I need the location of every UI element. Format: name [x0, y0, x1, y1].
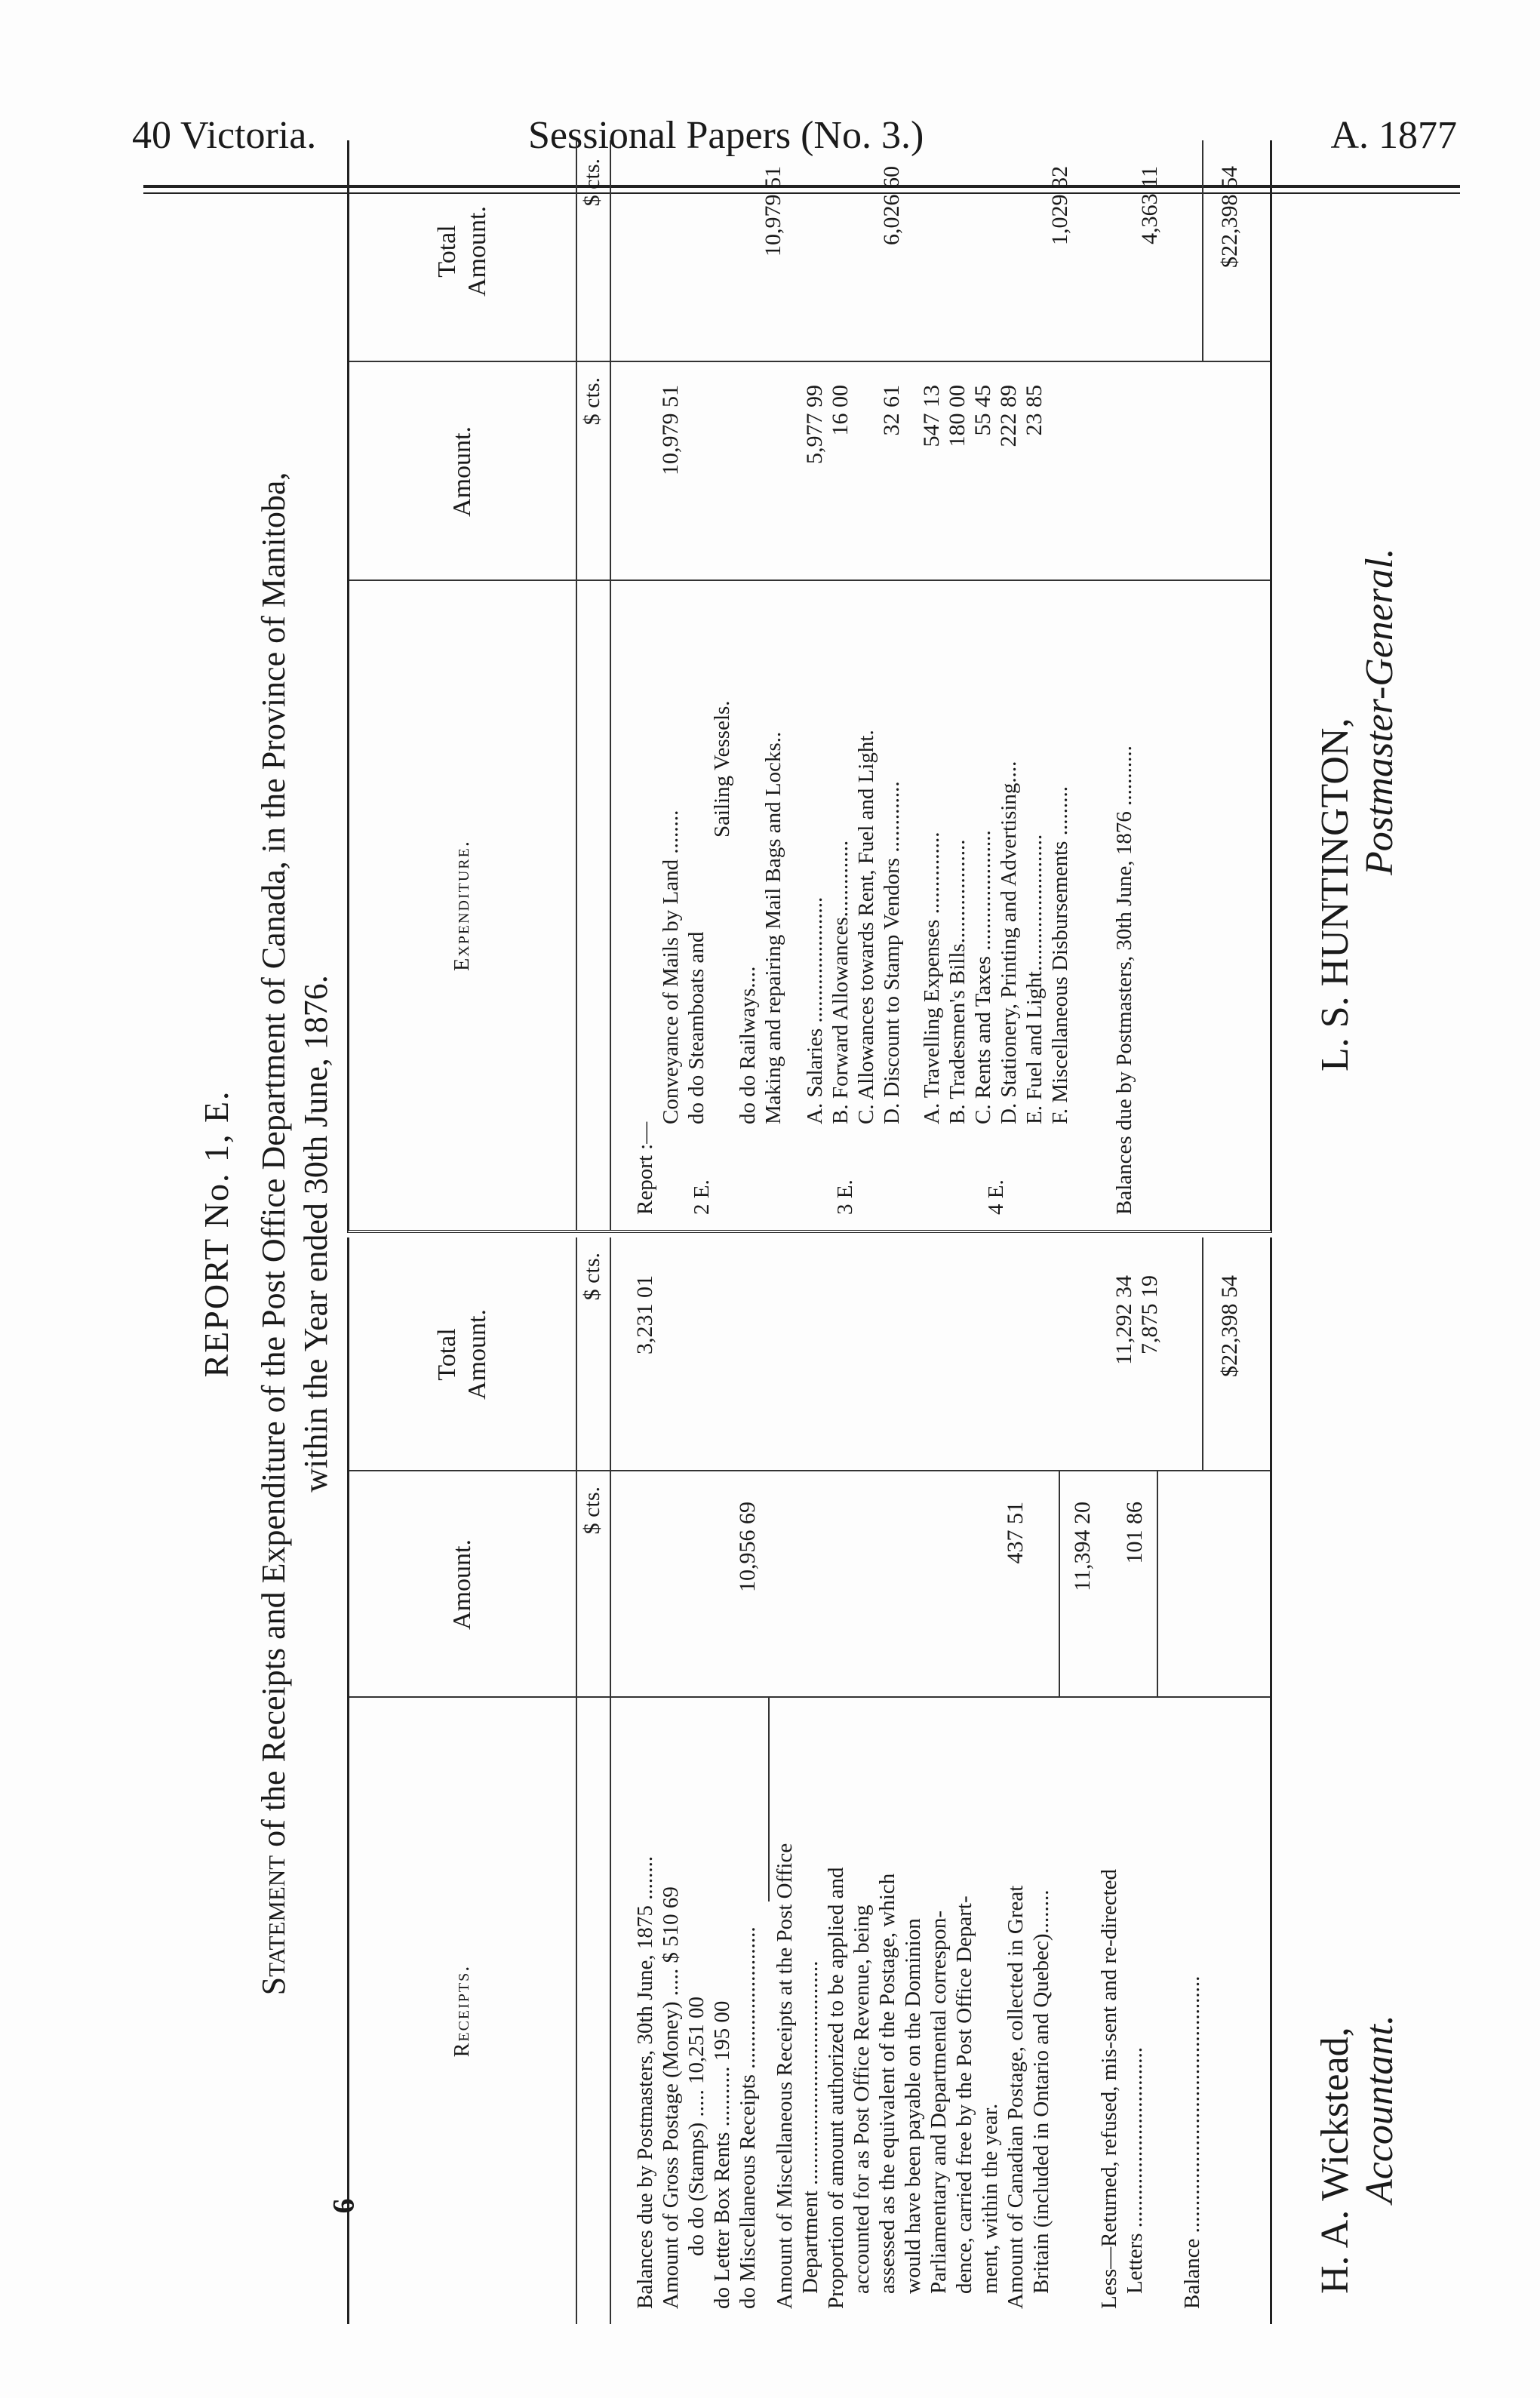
postmaster-general-title: Postmaster-General.	[1358, 548, 1401, 875]
expenditure-amount: 5,977 99	[802, 385, 827, 464]
expenditure-row: E. Fuel and Light.........................	[1022, 834, 1047, 1124]
expenditure-amount: 16 00	[828, 385, 853, 436]
receipt-row: assessed as the equivalent of the Postage, which	[875, 1873, 899, 2294]
receipt-amount: 101 86	[1122, 1502, 1147, 1564]
expenditure-row: Sailing Vessels.	[710, 700, 734, 838]
expenditure-heading: Expenditure.	[450, 840, 474, 971]
receipts-heading: Receipts.	[450, 1964, 474, 2058]
header-year: A. 1877	[1330, 114, 1457, 157]
receipt-total: 11,292 34	[1111, 1275, 1136, 1365]
signature-accountant	[1313, 2015, 1402, 2294]
expenditure-group-label: 3 E.	[833, 1179, 857, 1215]
expenditure-row: F. Miscellaneous Disbursements .........	[1048, 786, 1072, 1124]
receipt-row: do do (Stamps) ..... 10,251 00	[684, 1997, 709, 2256]
receipts-amount-units: $ cts.	[579, 1486, 604, 1535]
expenditure-grand-total: $22,398 54	[1217, 166, 1242, 268]
expenditure-amount: 23 85	[1022, 385, 1047, 436]
expenditure-row: C. Rents and Taxes ......................	[971, 830, 995, 1124]
accountant-title: Accountant.	[1358, 2015, 1401, 2203]
expenditure-amount: 222 89	[996, 385, 1021, 447]
receipt-total: 3,231 01	[632, 1275, 657, 1354]
page-number: 6	[326, 2198, 361, 2214]
expenditure-row: A. Salaries .......................	[803, 896, 827, 1124]
report-title: REPORT No. 1, E.	[197, 1090, 235, 1378]
expenditure-amount: 55 45	[970, 385, 995, 436]
expenditure-amount: 180 00	[945, 385, 970, 447]
receipt-row: Parliamentary and Departmental correspon-	[927, 1910, 951, 2294]
expenditure-amount-heading: Amount.	[448, 426, 476, 517]
accountant-name: H. A. Wickstead,	[1314, 2027, 1357, 2294]
expenditure-row: do do Steamboats and	[684, 931, 709, 1124]
receipt-row: dence, carried free by the Post Office Depart-	[952, 1895, 976, 2294]
expenditure-amount: 547 13	[919, 385, 944, 447]
signature-postmaster-general	[1313, 548, 1402, 1071]
receipt-amount: 437 51	[1003, 1502, 1028, 1564]
statement-line2: within the Year ended 30th June, 1876.	[297, 975, 334, 1493]
receipt-row: Balance ...............................................	[1180, 1975, 1204, 2309]
receipt-total: 7,875 19	[1137, 1275, 1162, 1354]
receipt-row: Balances due by Postmasters, 30th June, 1875 ........	[633, 1855, 657, 2309]
expenditure-total-units: $ cts.	[579, 158, 604, 207]
receipt-amount: 10,956 69	[735, 1502, 760, 1592]
expenditure-amount-units: $ cts.	[579, 377, 604, 426]
receipt-row: do Miscellaneous Receipts ..........................	[736, 1926, 760, 2309]
postmaster-general-name: L. S. HUNTINGTON,	[1314, 718, 1357, 1071]
receipt-row: Less—Returned, refused, mis-sent and re-directed	[1097, 1868, 1121, 2309]
expenditure-total: 1,029 32	[1047, 166, 1072, 245]
receipt-row: Letters .................................	[1123, 2046, 1147, 2294]
header-sessional-papers: Sessional Papers (No. 3.)	[528, 114, 924, 157]
expenditure-group-label: 4 E.	[984, 1179, 1008, 1215]
expenditure-report-label: Report :—	[633, 1121, 657, 1215]
receipt-row: accounted for as Post Office Revenue, being	[850, 1905, 874, 2294]
receipt-row: would have been payable on the Dominion	[901, 1918, 925, 2294]
receipt-row: Britain (included in Ontario and Quebec)........	[1029, 1889, 1053, 2294]
expenditure-row: Conveyance of Mails by Land ........	[659, 810, 683, 1124]
expenditure-total: 4,363 11	[1137, 166, 1162, 244]
statement-title	[253, 143, 337, 2324]
receipts-total-heading: Total Amount.	[433, 1309, 491, 1400]
receipt-row: do Letter Box Rents ........... 195 00	[710, 2000, 734, 2309]
expenditure-row: do do Railways....	[736, 966, 760, 1124]
receipt-amount: 11,394 20	[1070, 1502, 1095, 1591]
receipt-row: Department .........................................	[798, 1960, 822, 2294]
expenditure-total: 10,979 51	[761, 166, 785, 257]
receipt-row: Amount of Miscellaneous Receipts at the Post Office	[773, 1843, 797, 2309]
receipt-row: Amount of Gross Postage (Money) ..... $ 510 69	[659, 1886, 683, 2309]
receipts-amount-heading: Amount.	[448, 1539, 476, 1630]
expenditure-group-label: 2 E.	[690, 1179, 714, 1215]
header-volume: 40 Victoria.	[132, 114, 317, 157]
receipt-row: Amount of Canadian Postage, collected in Great	[1004, 1885, 1028, 2309]
expenditure-row: A. Travelling Expenses ...............	[920, 832, 944, 1124]
expenditure-amount: 32 61	[879, 385, 904, 436]
expenditure-row: B. Tradesmen's Bills...................	[945, 839, 970, 1124]
expenditure-row: Making and repairing Mail Bags and Locks..	[761, 731, 785, 1124]
statement-lead: Statement	[255, 1855, 292, 1996]
expenditure-total-heading: Total Amount.	[433, 206, 491, 297]
rotated-report-body	[196, 143, 1464, 2324]
receipt-grand-total: $22,398 54	[1217, 1275, 1242, 1377]
expenditure-row: C. Allowances towards Rent, Fuel and Light.	[854, 730, 878, 1124]
expenditure-row: Balances due by Postmasters, 30th June, 1876 ...........	[1112, 746, 1136, 1215]
receipt-row: ment, within the year.	[978, 2103, 1002, 2294]
expenditure-table	[347, 140, 1272, 1233]
expenditure-row: D. Discount to Stamp Vendors .............	[880, 781, 904, 1124]
expenditure-amount: 10,979 51	[658, 385, 683, 475]
receipts-table	[347, 1237, 1272, 2324]
statement-line1: of the Receipts and Expenditure of the Post Office Department of Canada, in the Province of Manitoba,	[255, 472, 292, 1847]
expenditure-row: B. Forward Allowances..............	[828, 840, 853, 1124]
receipt-row: Proportion of amount authorized to be applied and	[824, 1867, 848, 2309]
expenditure-row: D. Stationery, Printing and Advertising....	[997, 761, 1021, 1124]
receipts-total-units: $ cts.	[579, 1253, 604, 1301]
expenditure-total: 6,026 60	[879, 166, 904, 245]
